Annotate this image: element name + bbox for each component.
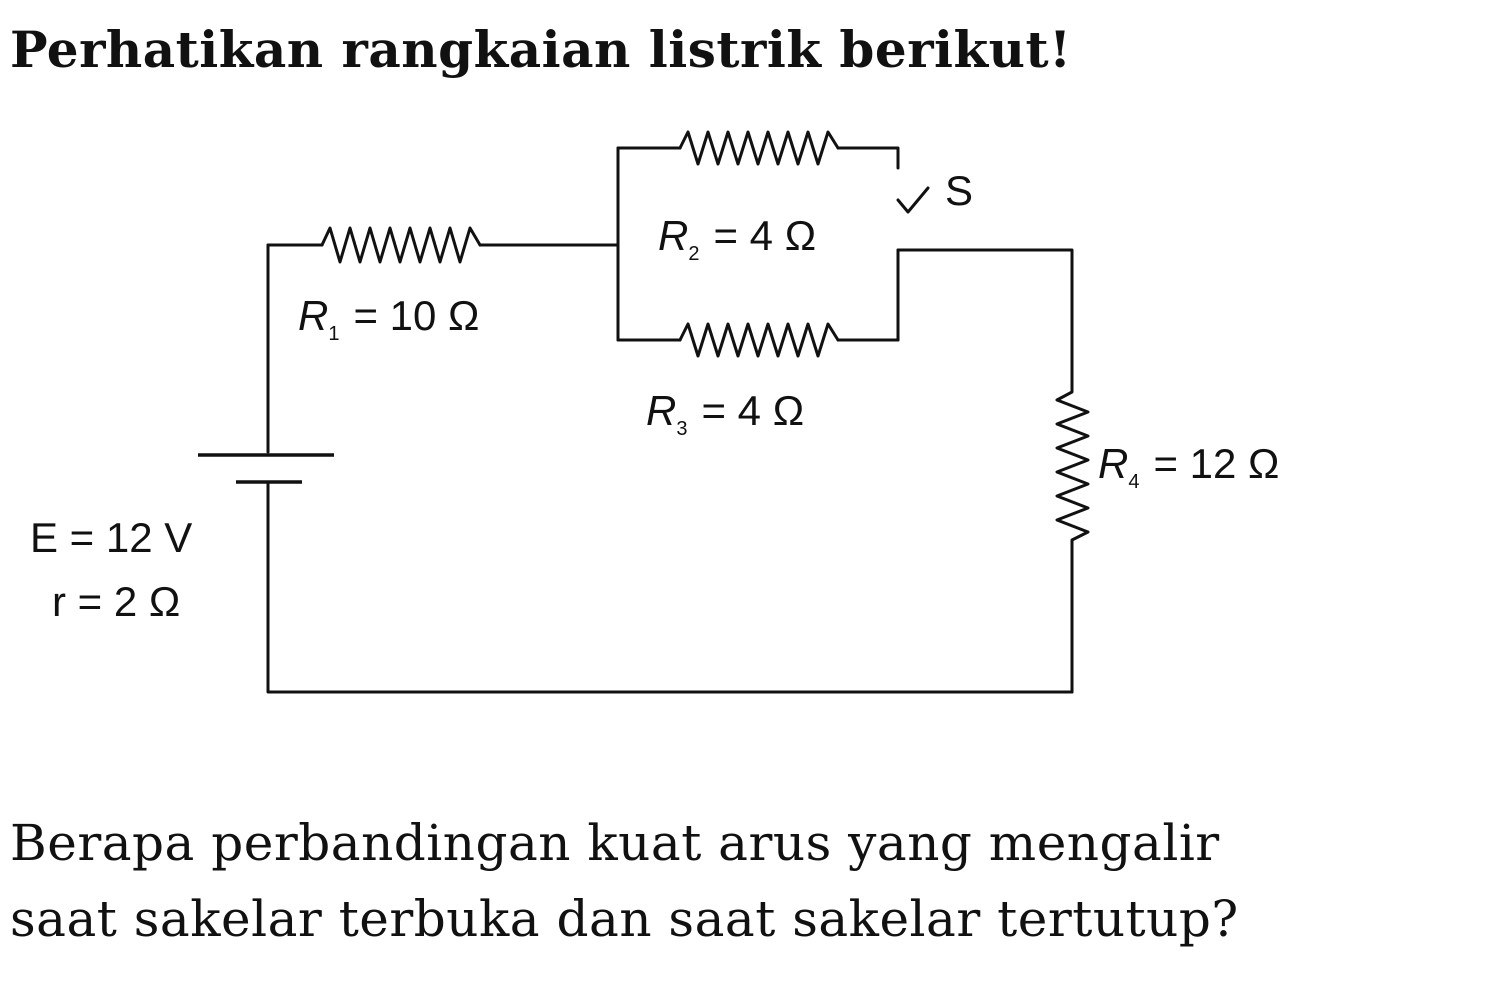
label-r2-symbol: R (658, 212, 689, 259)
label-r1-value: = 10 Ω (353, 292, 480, 339)
label-battery-internal: r = 2 Ω (52, 578, 181, 625)
question-ask-line2: saat sakelar terbuka dan saat sakelar tertutup? (10, 890, 1239, 948)
label-switch: S (945, 167, 974, 214)
label-r1-sub: 1 (328, 323, 340, 345)
question-ask (10, 805, 1485, 957)
label-r4-symbol: R (1098, 440, 1129, 487)
label-r3-symbol: R (646, 387, 677, 434)
resistor-r2 (680, 132, 838, 164)
label-battery-emf: E = 12 V (30, 514, 193, 561)
wire-bottom (268, 484, 1072, 692)
label-r3 (646, 387, 804, 440)
label-r2-sub: 2 (688, 243, 700, 265)
wire-top-right (898, 250, 1072, 370)
label-r1 (298, 292, 479, 345)
label-r3-sub: 3 (676, 418, 688, 440)
question-ask-line1: Berapa perbandingan kuat arus yang mengalir (10, 814, 1220, 872)
switch-s (898, 188, 928, 212)
label-r4-value: = 12 Ω (1153, 440, 1280, 487)
label-r2 (658, 212, 816, 265)
label-r4 (1098, 440, 1279, 493)
resistor-r1 (322, 228, 480, 262)
wire-r2-right (838, 148, 898, 168)
label-r1-symbol: R (298, 292, 329, 339)
question-intro: Perhatikan rangkaian listrik berikut! (10, 20, 1072, 79)
label-r4-sub: 4 (1128, 471, 1140, 493)
resistor-r3 (680, 324, 838, 356)
label-r2-value: = 4 Ω (713, 212, 817, 259)
label-r3-value: = 4 Ω (701, 387, 805, 434)
resistor-r4 (1057, 370, 1088, 560)
